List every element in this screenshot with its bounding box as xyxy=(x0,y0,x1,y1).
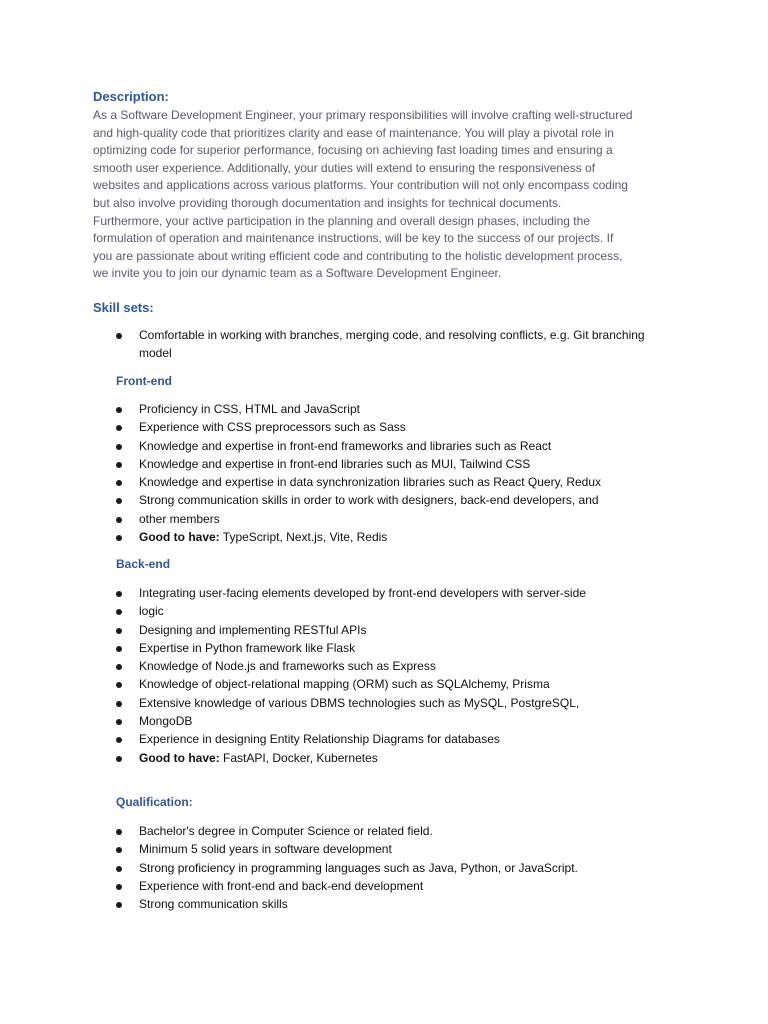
list-item-text: Experience with CSS preprocessors such as Sass xyxy=(139,420,406,435)
bullet-icon xyxy=(116,444,122,450)
list-item-text: Minimum 5 solid years in software development xyxy=(139,842,392,857)
bullet-icon xyxy=(116,535,122,541)
list-item xyxy=(116,840,676,858)
description-line: optimizing code for superior performance, focusing on achieving fast loading times and ensuring a xyxy=(93,143,613,158)
list-item-text: Knowledge of Node.js and frameworks such as Express xyxy=(139,659,436,674)
list-item xyxy=(116,730,676,748)
bullet-icon xyxy=(116,701,122,707)
list-item xyxy=(116,895,676,913)
frontend-skills-list xyxy=(116,400,676,546)
list-item xyxy=(116,418,676,436)
list-item xyxy=(116,621,676,639)
list-item-text: Experience with front-end and back-end development xyxy=(139,878,424,893)
list-item xyxy=(116,877,676,895)
good-to-have-label: Good to have: xyxy=(139,530,220,545)
good-to-have-value: TypeScript, Next.js, Vite, Redis xyxy=(219,530,388,545)
description-line: but also involve providing thorough documentation and insights for technical documents. xyxy=(93,195,562,210)
bullet-icon xyxy=(116,664,122,670)
list-item xyxy=(116,749,676,767)
list-item-text: Proficiency in CSS, HTML and JavaScript xyxy=(139,402,360,416)
list-item xyxy=(116,859,676,877)
bullet-icon xyxy=(116,737,122,743)
bullet-icon xyxy=(116,646,122,652)
list-item-text: Knowledge and expertise in front-end libraries such as MUI, Tailwind CSS xyxy=(139,456,531,471)
bullet-icon xyxy=(116,829,122,835)
bullet-icon xyxy=(116,591,122,597)
bullet-icon xyxy=(116,498,122,504)
bullet-icon xyxy=(116,866,122,872)
list-item-text: other members xyxy=(139,511,220,526)
description-line: Furthermore, your active participation in the planning and overall design phases, including the xyxy=(93,213,590,228)
description-line: As a Software Development Engineer, your primary responsibilities will involve crafting well-structured xyxy=(93,108,633,122)
description-line: formulation of operation and maintenance instructions, will be key to the success of our projects. If xyxy=(93,231,614,246)
list-item-text: Strong communication skills xyxy=(139,897,288,912)
frontend-heading: Front-end xyxy=(116,374,172,388)
list-item-text: Extensive knowledge of various DBMS technologies such as MySQL, PostgreSQL, xyxy=(139,695,580,710)
bullet-icon xyxy=(116,682,122,688)
description-line: you are passionate about writing efficient code and contributing to the holistic development process, xyxy=(93,248,623,263)
good-to-have-value: FastAPI, Docker, Kubernetes xyxy=(219,750,378,765)
list-item xyxy=(116,639,676,657)
bullet-icon xyxy=(116,425,122,431)
list-item xyxy=(116,657,676,675)
list-item-text: Strong proficiency in programming languages such as Java, Python, or JavaScript. xyxy=(139,860,578,875)
list-item-text: Experience in designing Entity Relationship Diagrams for databases xyxy=(139,732,500,747)
list-item xyxy=(116,822,676,840)
bullet-icon xyxy=(116,609,122,615)
list-item xyxy=(116,602,676,620)
list-item xyxy=(116,400,676,418)
list-item-text: MongoDB xyxy=(139,714,193,729)
list-item xyxy=(116,437,676,455)
qualification-heading: Qualification: xyxy=(116,795,193,809)
skill-sets-heading: Skill sets: xyxy=(93,300,154,315)
list-item xyxy=(116,528,676,546)
list-item-text: Expertise in Python framework like Flask xyxy=(139,640,356,655)
list-item-text: logic xyxy=(139,604,164,619)
description-line: and high-quality code that prioritizes clarity and ease of maintenance. You will play a pivotal role in xyxy=(93,125,614,140)
list-item xyxy=(116,694,676,712)
list-item-text: Strong communication skills in order to work with designers, back-end developers, and xyxy=(139,493,599,508)
list-item-text: Knowledge and expertise in front-end frameworks and libraries such as React xyxy=(139,438,552,453)
list-item-text: Designing and implementing RESTful APIs xyxy=(139,622,367,637)
bullet-icon xyxy=(116,756,122,762)
list-item xyxy=(116,675,676,693)
qualification-list xyxy=(116,822,676,913)
bullet-icon xyxy=(116,902,122,908)
list-item xyxy=(116,510,676,528)
bullet-icon xyxy=(116,407,122,413)
list-item xyxy=(116,455,676,473)
list-item xyxy=(116,491,676,509)
bullet-icon xyxy=(116,719,122,725)
list-item-text: Knowledge and expertise in data synchronization libraries such as React Query, Redux xyxy=(139,475,602,490)
list-item-text: Knowledge of object-relational mapping (ORM) such as SQLAlchemy, Prisma xyxy=(139,677,550,692)
description-heading: Description: xyxy=(93,89,169,104)
description-paragraph xyxy=(93,107,683,283)
bullet-icon xyxy=(116,517,122,523)
list-item-text: Comfortable in working with branches, merging code, and resolving conflicts, e.g. Git branching model xyxy=(139,328,645,360)
list-item xyxy=(116,584,676,602)
list-item xyxy=(116,473,676,491)
description-line: websites and applications across various platforms. Your contribution will not only encompass coding xyxy=(93,178,628,193)
bullet-icon xyxy=(116,333,122,339)
bullet-icon xyxy=(116,462,122,468)
list-item-text: Bachelor's degree in Computer Science or related field. xyxy=(139,824,433,838)
list-item xyxy=(116,327,676,362)
bullet-icon xyxy=(116,884,122,890)
backend-skills-list xyxy=(116,584,676,767)
bullet-icon xyxy=(116,480,122,486)
description-line: we invite you to join our dynamic team as a Software Development Engineer. xyxy=(93,266,502,281)
description-line: smooth user experience. Additionally, your duties will extend to ensuring the responsiveness of xyxy=(93,160,596,175)
list-item xyxy=(116,712,676,730)
good-to-have-label: Good to have: xyxy=(139,750,220,765)
general-skills-list xyxy=(116,327,676,362)
bullet-icon xyxy=(116,847,122,853)
bullet-icon xyxy=(116,628,122,634)
list-item-text: Integrating user-facing elements developed by front-end developers with server-side xyxy=(139,586,586,600)
backend-heading: Back-end xyxy=(116,557,171,571)
